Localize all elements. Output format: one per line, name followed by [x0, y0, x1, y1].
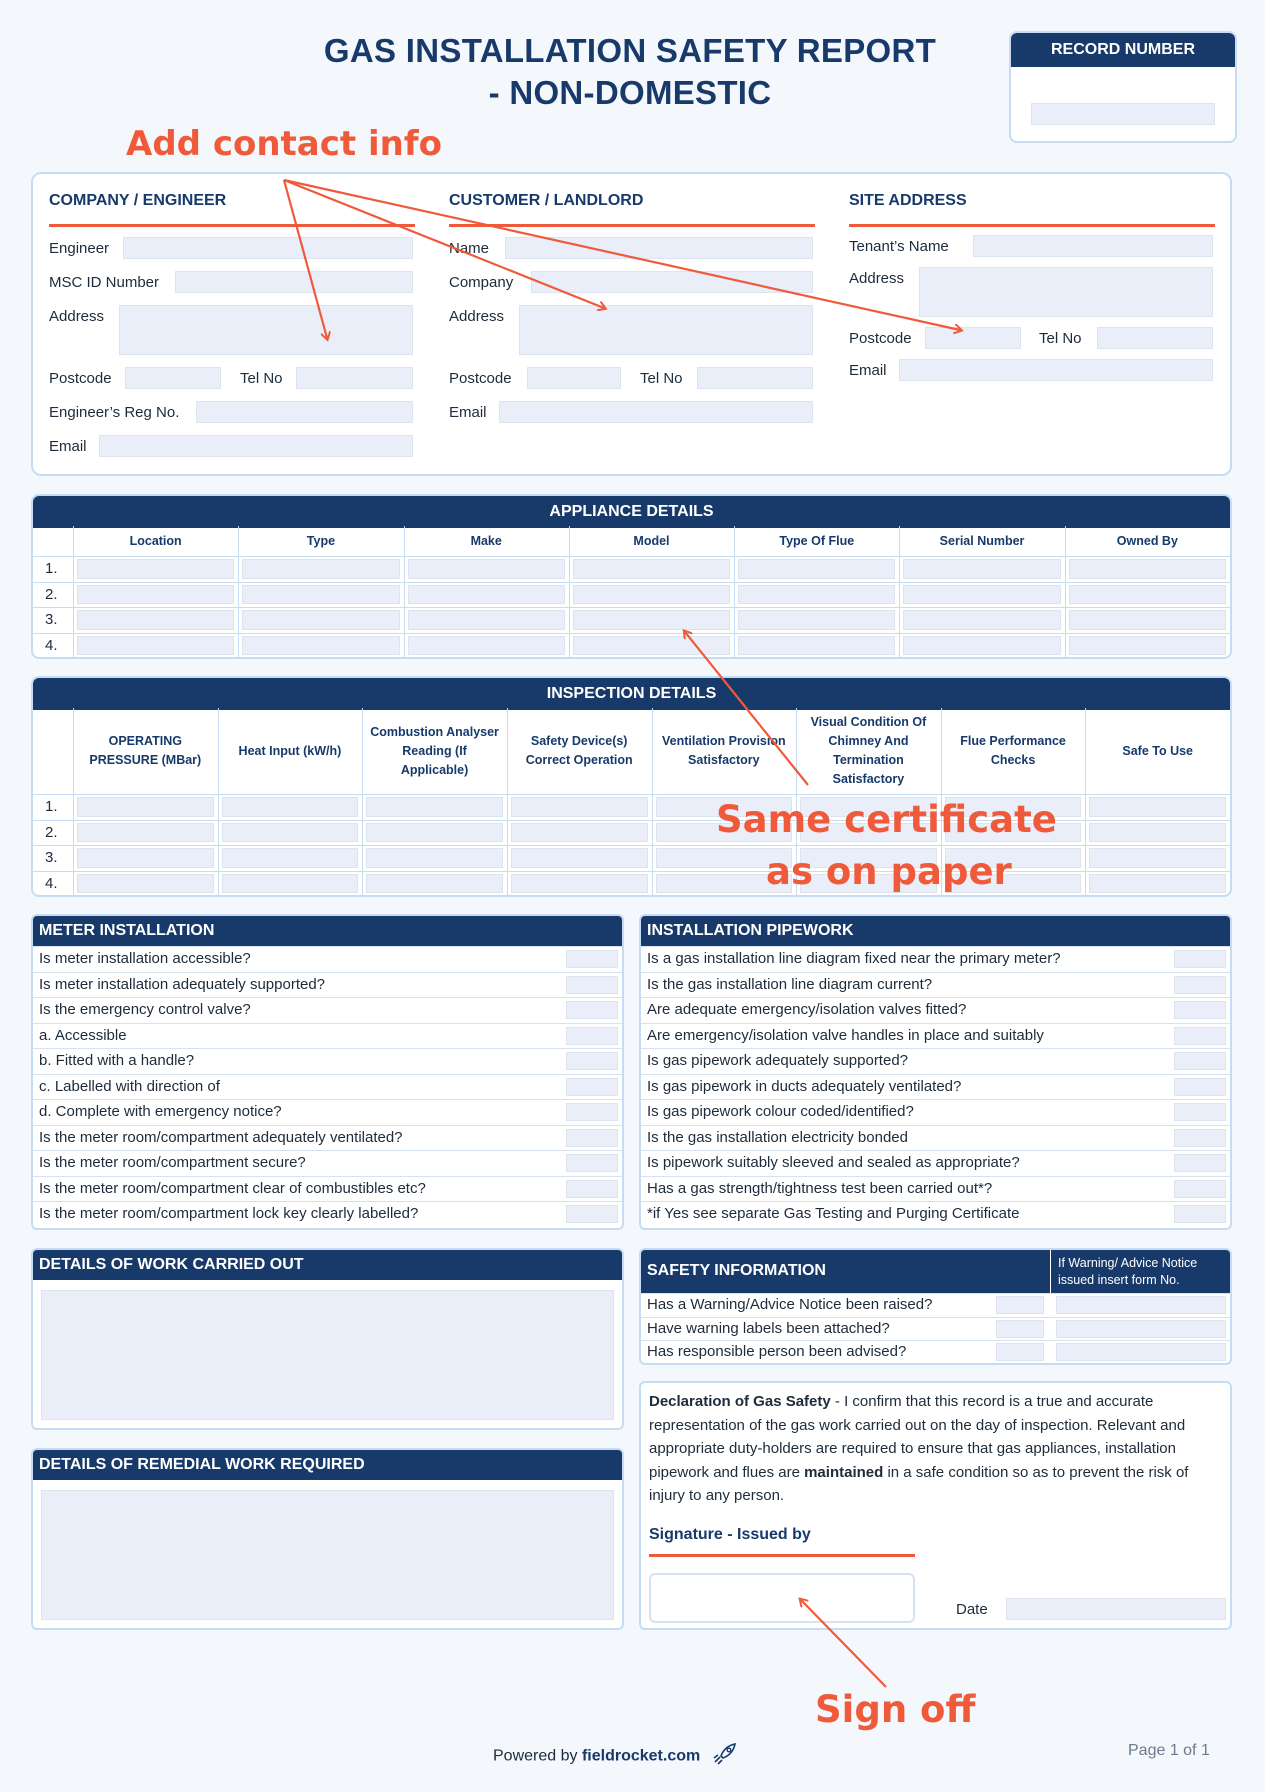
company-address-label: Address	[49, 308, 105, 325]
inspection-col-header: Ventilation Provision Satisfactory	[661, 734, 786, 767]
inspection-col-header: Combustion Analyser Reading (If Applicable)	[370, 724, 499, 777]
appliance-row-number: 2.	[45, 585, 58, 603]
meter-question-text: d. Complete with emergency notice?	[39, 1103, 282, 1120]
inspection-col-header: Visual Condition Of Chimney And Termination Satisfactory	[810, 715, 927, 786]
customer-address-label: Address	[449, 308, 505, 325]
safety-question-text: Have warning labels been attached?	[647, 1319, 890, 1337]
inspection-row-number: 2.	[45, 823, 58, 841]
msc-id-label: MSC ID Number	[49, 274, 160, 291]
appliance-col-header: Model	[633, 533, 670, 548]
engineer-label: Engineer	[49, 240, 110, 257]
appliance-col-header: Make	[470, 533, 502, 548]
meter-question-text: a. Accessible	[39, 1026, 127, 1044]
meter-question-text: Is the meter room/compartment lock key clearly labelled?	[39, 1205, 419, 1222]
meter-title: METER INSTALLATION	[33, 916, 622, 946]
appliance-col-header: Serial Number	[939, 533, 1025, 548]
appliance-row-number: 1.	[45, 560, 58, 577]
appliance-col-header: Location	[129, 533, 182, 548]
notice-hint-line1: If Warning/ Advice Notice	[1058, 1256, 1198, 1270]
declaration-text-part2: in a safe condition so as to prevent the risk of injury to any person.	[649, 1463, 1189, 1504]
inspection-col-header: OPERATING PRESSURE (MBar)	[89, 734, 202, 767]
site-tel-label: Tel No	[1039, 330, 1082, 347]
arrow-to-company	[284, 180, 327, 338]
meter-question-text: Is meter installation adequately supported?	[39, 975, 326, 993]
meter-question-text: Is the emergency control valve?	[39, 1001, 251, 1018]
arrow-to-appliance	[685, 632, 808, 785]
pipework-question-text: Is gas pipework adequately supported?	[647, 1052, 909, 1069]
pipework-question-text: Are emergency/isolation valve handles in place and suitably	[647, 1026, 1044, 1044]
annotation-sign-off: Sign off	[815, 1688, 976, 1731]
site-address-label: Address	[849, 270, 905, 287]
annotation-certificate-line1: Same certificate	[716, 798, 1057, 841]
appliance-row-number: 4.	[45, 636, 58, 654]
meter-question-text: b. Fitted with a handle?	[39, 1052, 195, 1069]
customer-name-label: Name	[449, 240, 490, 257]
annotation-contact-info: Add contact info	[126, 124, 442, 164]
customer-heading: CUSTOMER / LANDLORD	[449, 192, 644, 209]
safety-question-text: Has responsible person been advised?	[647, 1343, 907, 1360]
date-label: Date	[956, 1601, 988, 1618]
arrow-to-site	[284, 180, 960, 330]
record-number-label: RECORD NUMBER	[1011, 33, 1235, 67]
pipework-title: INSTALLATION PIPEWORK	[641, 916, 1230, 946]
customer-postcode-label: Postcode	[449, 370, 512, 387]
declaration-bold-word: maintained	[804, 1463, 884, 1481]
title-line-1: GAS INSTALLATION SAFETY REPORT	[323, 32, 937, 69]
appliance-col-header: Owned By	[1116, 533, 1178, 548]
notice-hint-line2: issued insert form No.	[1058, 1273, 1180, 1287]
appliance-col-header: Type Of Flue	[779, 533, 855, 548]
inspection-row-number: 4.	[45, 874, 58, 892]
safety-title: SAFETY INFORMATION	[647, 1262, 826, 1279]
annotation-certificate-line2: as on paper	[766, 850, 1012, 893]
signature-label: Signature - Issued by	[649, 1526, 811, 1543]
company-postcode-label: Postcode	[49, 370, 112, 387]
site-email-label: Email	[849, 362, 887, 379]
meter-question-text: c. Labelled with direction of	[39, 1077, 220, 1095]
customer-tel-label: Tel No	[640, 370, 683, 387]
powered-by-text: Powered by	[493, 1747, 578, 1765]
remedial-work-title: DETAILS OF REMEDIAL WORK REQUIRED	[33, 1450, 622, 1480]
site-heading: SITE ADDRESS	[849, 192, 967, 209]
customer-company-label: Company	[449, 274, 514, 291]
appliance-title: APPLIANCE DETAILS	[33, 496, 1230, 528]
pipework-question-text: Is gas pipework colour coded/identified?	[647, 1103, 914, 1120]
arrow-to-customer	[284, 180, 604, 308]
safety-question-text: Has a Warning/Advice Notice been raised?	[647, 1296, 933, 1313]
company-heading: COMPANY / ENGINEER	[49, 192, 227, 209]
reg-no-label: Engineer’s Reg No.	[49, 404, 180, 421]
pipework-question-text: Is pipework suitably sleeved and sealed as appropriate?	[647, 1154, 1020, 1171]
inspection-col-header: Safety Device(s) Correct Operation	[525, 734, 633, 767]
meter-question-text: Is the meter room/compartment clear of combustibles etc?	[39, 1179, 426, 1197]
company-email-label: Email	[49, 438, 87, 455]
pipework-question-text: Has a gas strength/tightness test been carried out*?	[647, 1179, 993, 1197]
pipework-question-text: Is gas pipework in ducts adequately ventilated?	[647, 1077, 962, 1095]
inspection-col-header: Flue Performance Checks	[960, 734, 1066, 767]
customer-email-label: Email	[449, 404, 487, 421]
work-carried-out-title: DETAILS OF WORK CARRIED OUT	[33, 1250, 622, 1280]
declaration-text-part1: - I confirm that this record is a true and accurate representation of the gas work carried out on the day of inspection. Relevant and appropriate duty-holders are required to ensure that gas appliances, installation pipework and flues are	[649, 1393, 1186, 1481]
arrow-to-signature	[801, 1600, 886, 1687]
meter-question-text: Is the meter room/compartment secure?	[39, 1154, 306, 1171]
brand-name: fieldrocket.com	[581, 1747, 701, 1765]
inspection-col-header: Safe To Use	[1122, 743, 1193, 758]
pipework-question-text: Is the gas installation line diagram current?	[647, 975, 933, 993]
appliance-col-header: Type	[306, 533, 336, 548]
meter-question-text: Is the meter room/compartment adequately ventilated?	[39, 1128, 403, 1146]
inspection-title: INSPECTION DETAILS	[33, 678, 1230, 710]
declaration-lead: Declaration of Gas Safety	[649, 1393, 831, 1410]
site-postcode-label: Postcode	[849, 330, 912, 347]
pipework-question-text: Is the gas installation electricity bonded	[647, 1128, 908, 1146]
inspection-row-number: 1.	[45, 798, 58, 815]
company-tel-label: Tel No	[240, 370, 283, 387]
pipework-question-text: Are adequate emergency/isolation valves fitted?	[647, 1001, 967, 1018]
meter-question-text: Is meter installation accessible?	[39, 950, 251, 967]
pipework-question-text: Is a gas installation line diagram fixed near the primary meter?	[647, 950, 1061, 967]
title-line-2: - NON-DOMESTIC	[488, 74, 772, 111]
inspection-col-header: Heat Input (kW/h)	[238, 743, 342, 758]
tenant-label: Tenant’s Name	[849, 238, 949, 255]
appliance-row-number: 3.	[45, 611, 58, 628]
page-number: Page 1 of 1	[1128, 1742, 1210, 1759]
inspection-row-number: 3.	[45, 849, 58, 866]
pipework-question-text: *if Yes see separate Gas Testing and Purging Certificate	[647, 1205, 1020, 1222]
